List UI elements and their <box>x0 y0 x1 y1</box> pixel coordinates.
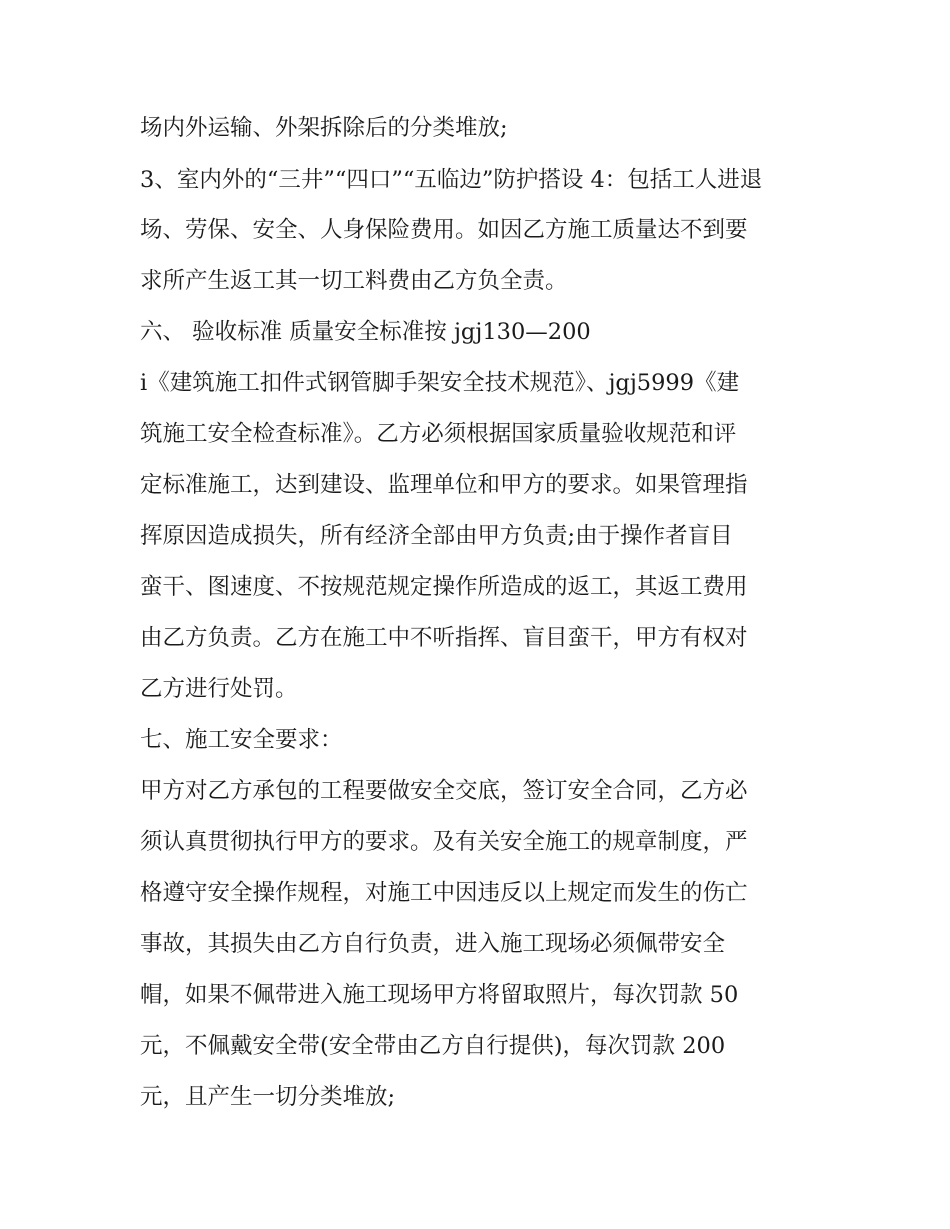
text-line: 乙方进行处罚。 <box>140 676 298 702</box>
text-line: 蛮干、图速度、不按规范规定操作所造成的返工，其返工费用 <box>140 574 748 600</box>
text-line: 元，且产生一切分类堆放; <box>140 1084 396 1110</box>
text-line: 由乙方负责。乙方在施工中不听指挥、盲目蛮干，甲方有权对 <box>140 625 748 651</box>
text-line: 场、劳保、安全、人身保险费用。如因乙方施工质量达不到要 <box>140 217 748 243</box>
text-line: 格遵守安全操作规程，对施工中因违反以上规定而发生的伤亡 <box>140 880 748 906</box>
text-line: 元，不佩戴安全带(安全带由乙方自行提供)，每次罚款 200 <box>140 1033 726 1059</box>
text-line: i《建筑施工扣件式钢管脚手架安全技术规范》、jgj5999《建 <box>140 370 740 396</box>
section-heading: 六、 验收标准 质量安全标准按 jgj130—200 <box>140 319 591 345</box>
text-line: 3、室内外的“三井”“四口”“五临边”防护搭设 4：包括工人进退 <box>140 167 763 193</box>
text-line: 帽，如果不佩带进入施工现场甲方将留取照片，每次罚款 50 <box>140 982 739 1008</box>
text-line: 筑施工安全检查标准》。乙方必须根据国家质量验收规范和评 <box>140 421 737 447</box>
text-line: 须认真贯彻执行甲方的要求。及有关安全施工的规章制度，严 <box>140 829 748 855</box>
text-line: 挥原因造成损失，所有经济全部由甲方负责;由于操作者盲目 <box>140 523 733 549</box>
section-heading: 七、施工安全要求： <box>140 727 343 753</box>
text-line: 定标准施工，达到建设、监理单位和甲方的要求。如果管理指 <box>140 472 748 498</box>
text-line: 甲方对乙方承包的工程要做安全交底，签订安全合同，乙方必 <box>140 778 748 804</box>
text-line: 求所产生返工其一切工料费由乙方负全责。 <box>140 268 568 294</box>
text-line: 场内外运输、外架拆除后的分类堆放; <box>140 115 508 141</box>
text-line: 事故，其损失由乙方自行负责，进入施工现场必须佩带安全 <box>140 931 726 957</box>
